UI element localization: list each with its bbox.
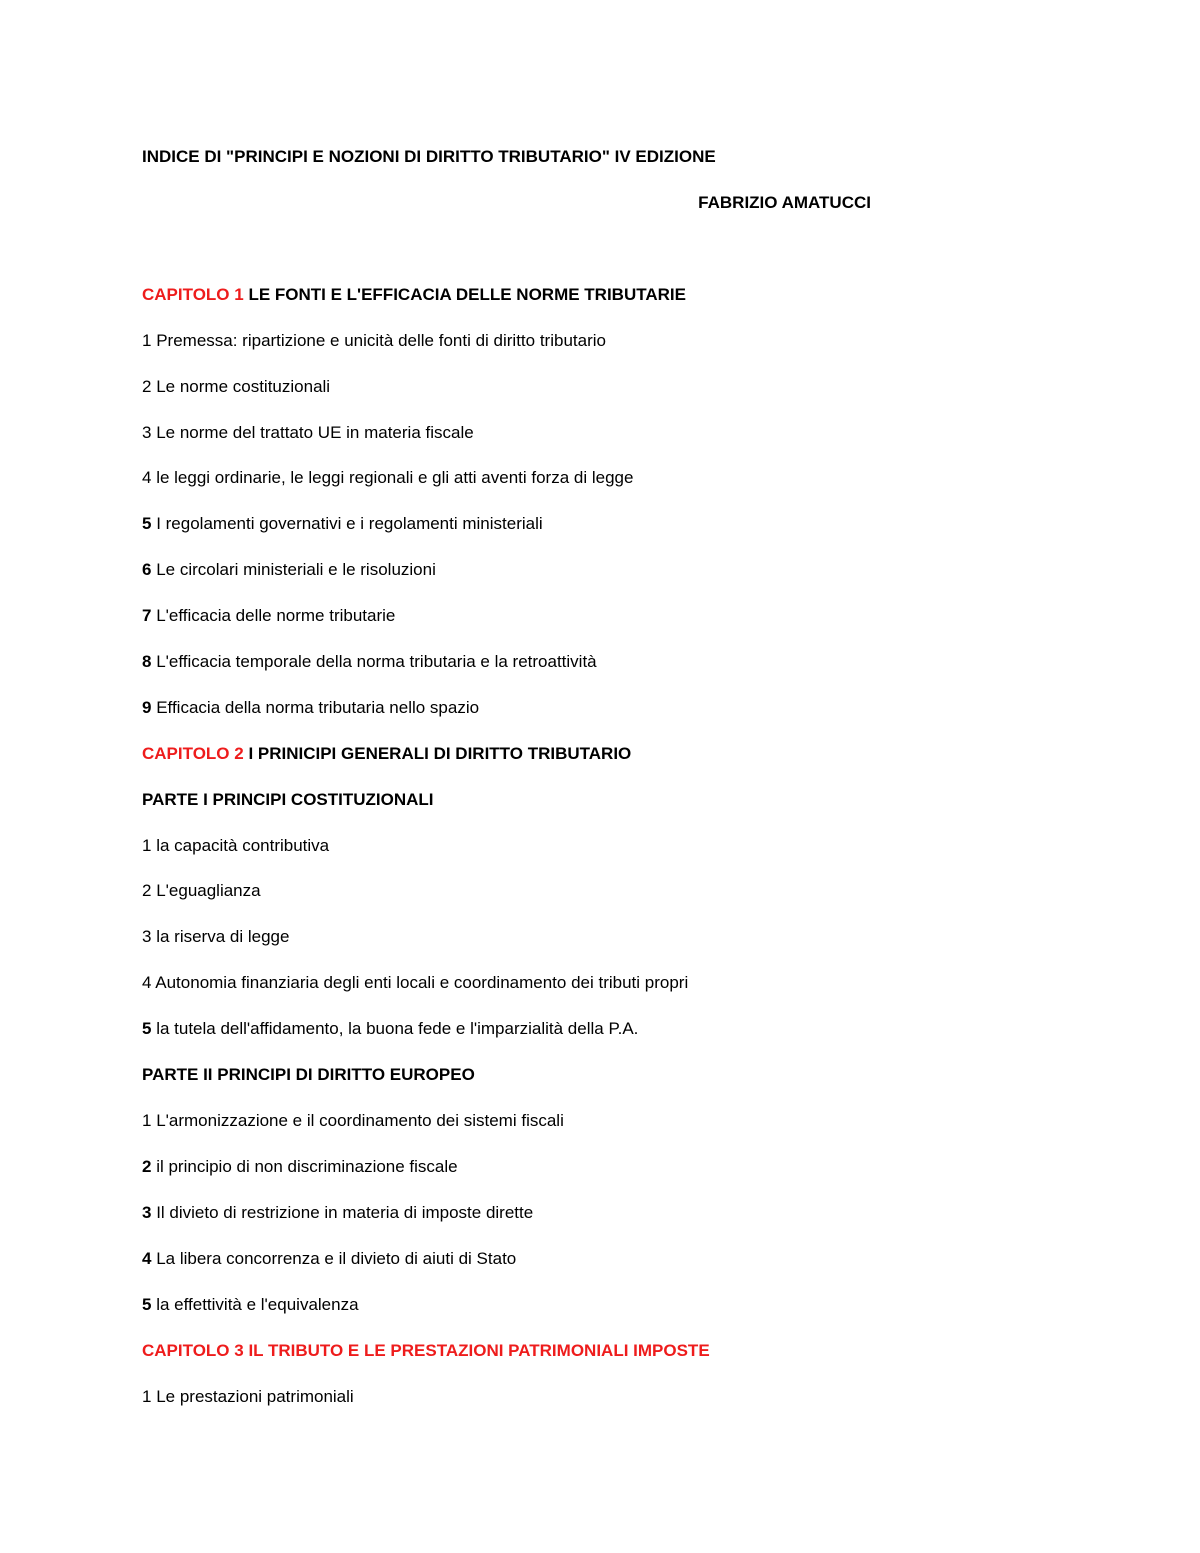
- chapter-title: IL TRIBUTO E LE PRESTAZIONI PATRIMONIALI IMPOSTE: [248, 1341, 710, 1360]
- chapter-title: I PRINICIPI GENERALI DI DIRITTO TRIBUTARIO: [248, 744, 632, 763]
- list-item: 1 Le prestazioni patrimoniali: [142, 1387, 354, 1406]
- document-title: INDICE DI "PRINCIPI E NOZIONI DI DIRITTO TRIBUTARIO" IV EDIZIONE: [142, 147, 716, 166]
- chapter-heading: [142, 743, 631, 765]
- chapter-heading: [142, 284, 686, 306]
- list-item: 5 I regolamenti governativi e i regolamenti ministeriali: [142, 514, 543, 533]
- list-item: 2 Le norme costituzionali: [142, 377, 331, 396]
- list-item: 1 Premessa: ripartizione e unicità delle fonti di diritto tributario: [142, 331, 606, 350]
- list-item: 4 La libera concorrenza e il divieto di aiuti di Stato: [142, 1249, 517, 1268]
- list-item: 5 la tutela dell'affidamento, la buona fede e l'imparzialità della P.A.: [142, 1019, 639, 1038]
- chapter-heading: [142, 1340, 710, 1362]
- document-author: FABRIZIO AMATUCCI: [698, 193, 871, 212]
- list-item: 2 L'eguaglianza: [142, 881, 261, 900]
- list-item: 2 il principio di non discriminazione fiscale: [142, 1157, 458, 1176]
- list-item: 1 la capacità contributiva: [142, 836, 330, 855]
- list-item: 3 Le norme del trattato UE in materia fiscale: [142, 423, 474, 442]
- part-heading: PARTE I PRINCIPI COSTITUZIONALI: [142, 790, 434, 809]
- chapter-title: LE FONTI E L'EFFICACIA DELLE NORME TRIBUTARIE: [248, 285, 686, 304]
- part-heading: PARTE II PRINCIPI DI DIRITTO EUROPEO: [142, 1065, 475, 1084]
- list-item: 4 le leggi ordinarie, le leggi regionali e gli atti aventi forza di legge: [142, 468, 634, 487]
- list-item: 5 la effettività e l'equivalenza: [142, 1295, 359, 1314]
- chapter-label: CAPITOLO 1: [142, 285, 244, 304]
- list-item: 4 Autonomia finanziaria degli enti locali e coordinamento dei tributi propri: [142, 973, 689, 992]
- list-item: 1 L'armonizzazione e il coordinamento dei sistemi fiscali: [142, 1111, 564, 1130]
- list-item: 9 Efficacia della norma tributaria nello spazio: [142, 698, 480, 717]
- list-item: 6 Le circolari ministeriali e le risoluzioni: [142, 560, 436, 579]
- chapter-label: CAPITOLO 2: [142, 744, 244, 763]
- list-item: 3 la riserva di legge: [142, 927, 290, 946]
- list-item: 8 L'efficacia temporale della norma tributaria e la retroattività: [142, 652, 597, 671]
- chapter-label: CAPITOLO 3: [142, 1341, 244, 1360]
- list-item: 7 L'efficacia delle norme tributarie: [142, 606, 396, 625]
- list-item: 3 Il divieto di restrizione in materia di imposte dirette: [142, 1203, 534, 1222]
